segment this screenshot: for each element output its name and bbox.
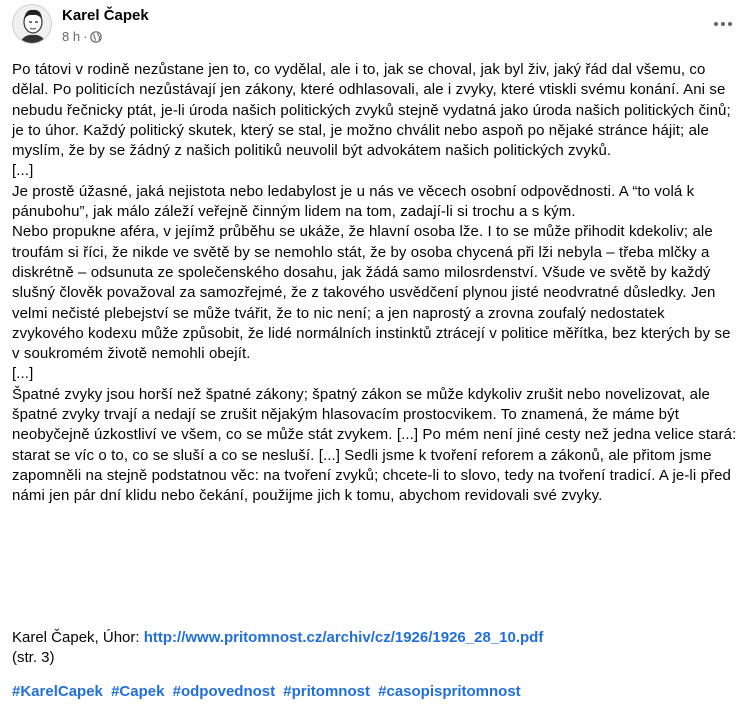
post-header (12, 4, 738, 48)
hashtag-link[interactable]: #odpovednost (172, 683, 276, 700)
meta-separator: · (83, 29, 88, 44)
post-time[interactable]: 8 h (62, 29, 81, 44)
post-ellipsis: [...] (12, 365, 34, 383)
hashtags (12, 683, 525, 700)
hashtag-link[interactable]: #casopispritomnost (378, 683, 521, 700)
more-options-icon[interactable] (708, 12, 738, 36)
source-link[interactable]: http://www.pritomnost.cz/archiv/cz/1926/1926_28_10.pdf (143, 629, 544, 646)
hashtag-link[interactable]: #KarelCapek (12, 683, 103, 700)
post-ellipsis: [...] (12, 162, 34, 180)
post-paragraph: Špatné zvyky jsou horší než špatné zákony; špatný zákon se může kdykoliv zrušit nebo novelizovat, ale špatné zvyky trvají a nedají se zrušit nějakým hlasovacím prostocvikem. To znamená, že máme být neobyčejně úzkostliví ve všem, co se může stát zvykem. [...] Po mém není jiné cesty než jedna velice stará: starat se víc o to, co se sluší a co se nesluší. [...] Sedli jsme k tvoření reforem a zákonů, ale přitom jsme zapomněli na stejně podstatnou věc: na tvoření zvyků; chcete-li to slovo, tedy na tvoření tradicí. A je-li před námi jen pár dní klidu nebo čekání, použijme jich k tomu, abychom revidovali své zvyky. (12, 385, 737, 505)
hashtag-link[interactable]: #Capek (111, 683, 165, 700)
post-paragraph: Po tátovi v rodině nezůstane jen to, co vydělal, ale i to, jak se choval, jak byl živ, jaký řád dal všemu, co dělal. Po politicích nezůstávají jen zákony, které odhlasovali, ale i zvyky, které vtiskli svému konání. Ani se nebudu řečnicky ptát, je-li úroda našich politických zvyků stejně vydatná jako úroda našich politických činů; je to úhor. Každý politický skutek, který se stal, je možno chválit nebo aspoň po nějaké stránce hájit; ale myslím, že by se žádný z našich politiků neuvolil být advokátem našich politických zvyků. (12, 61, 731, 160)
post-paragraph: Je prostě úžasné, jaká nejistota nebo ledabylost je u nás ve věcech osobní odpovědnosti. A “to volá k pánubohu”, jak málo záleží veřejně činným lidem na tom, zadají-li si trochu a s kým. (12, 182, 695, 221)
post-body (12, 60, 738, 507)
post-meta (62, 29, 102, 44)
globe-icon[interactable] (90, 31, 102, 43)
source-prefix: Karel Čapek, Úhor: (12, 629, 144, 646)
author-avatar[interactable] (12, 4, 52, 44)
source-page: (str. 3) (12, 649, 55, 667)
author-name[interactable]: Karel Čapek (62, 7, 149, 24)
hashtag-link[interactable]: #pritomnost (283, 683, 370, 700)
post-paragraph: Nebo propukne aféra, v jejímž průběhu se ukáže, že hlavní osoba lže. I to se může přihodit kdekoliv; ale troufám si říci, že nikde ve světě by se nemohlo stát, že by osoba chycená při lži nebyla – třeba mlčky a diskrétně – odsunuta ze společenského dosahu, jak žádá samo milosrdenství. Všude ve světě by každý slušný člověk považoval za samozřejmé, že z takového usvědčení plynou jisté neodvratné důsledky. Jen velmi nečisté plebejství se může tvářit, že to nic není; a jen naprostý a zrovna zoufalý nedostatek zvykového kodexu může způsobit, že lidé normálních instinktů ztrácejí v politice měřítka, bez kterých by se v soukromém životě nemohli obejít. (12, 223, 731, 363)
source-citation (12, 628, 543, 669)
portrait-image (13, 5, 52, 44)
